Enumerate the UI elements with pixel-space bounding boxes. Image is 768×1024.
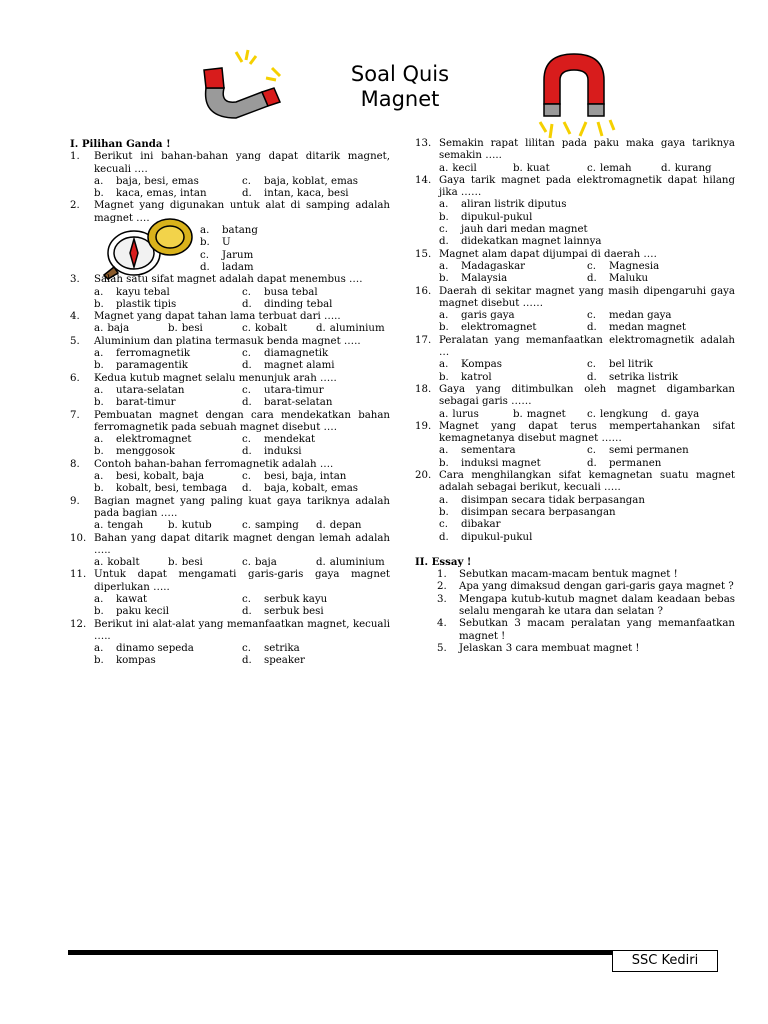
option-d: d. gaya <box>661 408 700 420</box>
question-11: 11. Untuk dapat mengamati garis-garis gaya magnet diperlukan ….. a. kawat c. serbuk kayu b. paku kecil d. serbuk besi <box>70 569 390 618</box>
title-line-2: Magnet <box>360 87 440 111</box>
option-a: a. elektromagnet <box>94 434 192 446</box>
question-10: 10. Bahan yang dapat ditarik magnet dengan lemah adalah ….. a. kobalt b. besi c. baja d. aluminium <box>70 532 390 569</box>
question-1 <box>70 151 390 200</box>
option-b: b. elektromagnet <box>439 322 537 334</box>
section-heading-multiple-choice: I. Pilihan Ganda ! <box>70 138 171 150</box>
option-d: d. magnet alami <box>242 360 335 372</box>
option-a: a. Kompas <box>439 359 502 371</box>
option-c: c. medan gaya <box>587 310 672 322</box>
option-b: b. besi <box>168 323 203 335</box>
option-a: a. baja, besi, emas <box>94 175 199 187</box>
option-b: b. barat-timur <box>94 397 176 409</box>
option-c: c. kobalt <box>242 323 288 335</box>
option-d: d. ladam <box>200 261 254 273</box>
option-b: b. kaca, emas, intan <box>94 188 207 200</box>
option-a: a. batang <box>200 225 258 237</box>
option-a: a. besi, kobalt, baja <box>94 471 205 483</box>
essay-item-5: 5. Jelaskan 3 cara membuat magnet ! <box>437 642 640 654</box>
question-5: 5. Aluminium dan platina termasuk benda magnet ….. a. ferromagnetik c. diamagnetik b. paramagentik d. magnet alami <box>70 336 390 373</box>
option-a: a. kobalt <box>94 557 140 569</box>
option-c: c. mendekat <box>242 434 316 446</box>
option-c: c. Magnesia <box>587 260 660 272</box>
option-a: a. disimpan secara tidak berpasangan <box>439 494 645 506</box>
question-4: 4. Magnet yang dapat tahan lama terbuat dari ….. a. baja b. besi c. kobalt d. aluminium <box>70 311 390 336</box>
option-a: a. baja <box>94 323 130 335</box>
option-a: a. Madagaskar <box>439 260 526 272</box>
option-d: d. kurang <box>661 162 712 174</box>
footer-rule <box>68 950 702 955</box>
option-a: a. dinamo sepeda <box>94 643 194 655</box>
option-a: a. aliran listrik diputus <box>439 199 567 211</box>
question-7: 7. Pembuatan magnet dengan cara mendekatkan bahan ferromagnetik pada sebuah magnet disebut …. a. elektromagnet c. mendekat b. menggosok d. induksi <box>70 409 390 458</box>
question-3: 3. Salah satu sifat magnet adalah dapat menembus …. a. kayu tebal c. busa tebal b. plastik tipis d. dinding tebal <box>70 274 390 311</box>
option-d: d. aluminium <box>316 323 385 335</box>
essay-item-1: 1. Sebutkan macam-macam bentuk magnet ! <box>437 569 678 581</box>
option-c: c. samping <box>242 520 299 532</box>
essay-item-3: 3. Mengapa kutub-kutub magnet dalam keadaan bebas selalu mengarah ke utara dan selatan ? <box>437 593 735 617</box>
question-9: 9. Bagian magnet yang paling kuat gaya tariknya adalah pada bagian ….. a. tengah b. kutub c. samping d. depan <box>70 495 390 532</box>
option-d: d. baja, kobalt, emas <box>242 483 359 495</box>
option-b: b. menggosok <box>94 446 175 458</box>
option-b: b. plastik tipis <box>94 298 177 310</box>
option-c: c. Jarum <box>200 249 254 261</box>
option-b: b. disimpan secara berpasangan <box>439 506 616 518</box>
right-column <box>415 138 735 655</box>
option-c: c. bel litrik <box>587 359 653 371</box>
essay-item-4: 4. Sebutkan 3 macam peralatan yang memanfaatkan magnet ! <box>437 618 735 642</box>
option-a: a. sementara <box>439 445 516 457</box>
option-a: a. kayu tebal <box>94 286 170 298</box>
question-17: 17. Peralatan yang memanfaatkan elektromagnetik adalah … a. Kompas c. bel litrik b. katrol d. setrika listrik <box>415 334 735 383</box>
option-c: c. lengkung <box>587 408 649 420</box>
option-b: b. magnet <box>513 408 566 420</box>
option-b: b. kompas <box>94 655 156 667</box>
option-b: b. kutub <box>168 520 212 532</box>
option-d: d. medan magnet <box>587 322 687 334</box>
option-a: a. ferromagnetik <box>94 348 191 360</box>
option-d: d. induksi <box>242 446 302 458</box>
option-c: c. utara-timur <box>242 384 324 396</box>
horseshoe-magnet-icon <box>196 48 288 124</box>
option-c: c. lemah <box>587 162 632 174</box>
option-d: d. Maluku <box>587 273 649 285</box>
option-d: d. intan, kaca, besi <box>242 188 349 200</box>
option-d: d. speaker <box>242 655 305 667</box>
page-title <box>320 62 480 112</box>
option-b: b. dipukul-pukul <box>439 211 533 223</box>
option-c: c. setrika <box>242 643 300 655</box>
option-d: d. depan <box>316 520 362 532</box>
option-a: a. kawat <box>94 593 148 605</box>
left-column <box>70 138 390 668</box>
option-c: c. busa tebal <box>242 286 318 298</box>
option-a: a. garis gaya <box>439 310 515 322</box>
option-b: b. Malaysia <box>439 273 508 285</box>
option-a: a. tengah <box>94 520 144 532</box>
option-d: d. serbuk besi <box>242 606 324 618</box>
option-c: c. jauh dari medan magnet <box>439 224 588 236</box>
essay-item-2: 2. Apa yang dimaksud dengan gari-garis gaya magnet ? <box>437 581 734 593</box>
question-6: 6. Kedua kutub magnet selalu menunjuk arah ….. a. utara-selatan c. utara-timur b. barat-timur d. barat-selatan <box>70 373 390 410</box>
question-15: 15. Magnet alam dapat dijumpai di daerah …. a. Madagaskar c. Magnesia b. Malaysia d. Maluku <box>415 249 735 286</box>
option-d: d. permanen <box>587 457 662 469</box>
option-b: b. katrol <box>439 371 492 383</box>
option-b: b. kobalt, besi, tembaga <box>94 483 228 495</box>
question-12: 12. Berikut ini alat-alat yang memanfaatkan magnet, kecuali ….. a. dinamo sepeda c. setrika b. kompas d. speaker <box>70 618 390 667</box>
option-c: c. diamagnetik <box>242 348 329 360</box>
option-d: d. dinding tebal <box>242 298 333 310</box>
option-c: c. baja, koblat, emas <box>242 175 359 187</box>
question-8: 8. Contoh bahan-bahan ferromagnetik adalah …. a. besi, kobalt, baja c. besi, baja, intan b. kobalt, besi, tembaga d. baja, kobalt, emas <box>70 459 390 496</box>
option-b: b. U <box>200 237 231 249</box>
question-20: 20. Cara menghilangkan sifat kemagnetan suatu magnet adalah sebagai berikut, kecuali ….. a. disimpan secara tidak berpasangan b. disimpan secara berpasangan c. dibakar d. dipukul-pukul <box>415 470 735 543</box>
title-line-1: Soal Quis <box>350 62 450 86</box>
question-2 <box>70 200 390 274</box>
option-c: c. besi, baja, intan <box>242 471 347 483</box>
option-d: d. setrika listrik <box>587 371 679 383</box>
option-a: a. kecil <box>439 162 477 174</box>
question-13: 13. Semakin rapat lilitan pada paku maka gaya tariknya semakin ….. a. kecil b. kuat c. lemah d. kurang <box>415 138 735 174</box>
question-16: 16. Daerah di sekitar magnet yang masih dipengaruhi gaya magnet disebut …… a. garis gaya c. medan gaya b. elektromagnet d. medan magnet <box>415 285 735 334</box>
question-text: Berikut ini bahan-bahan yang dapat ditarik magnet, kecuali …. <box>94 151 390 175</box>
option-c: c. dibakar <box>439 519 501 531</box>
horseshoe-magnet-red-icon <box>536 48 616 144</box>
question-18: 18. Gaya yang ditimbulkan oleh magnet digambarkan sebagai garis …… a. lurus b. magnet c. lengkung d. gaya <box>415 383 735 420</box>
option-b: b. paku kecil <box>94 606 169 618</box>
option-c: c. baja <box>242 557 277 569</box>
question-number: 1. <box>70 151 80 163</box>
option-b: b. paramagentik <box>94 360 188 372</box>
option-b: b. kuat <box>513 162 550 174</box>
option-d: d. didekatkan magnet lainnya <box>439 236 602 248</box>
question-text: Magnet yang digunakan untuk alat di samping adalah magnet …. <box>94 200 390 224</box>
option-a: a. lurus <box>439 408 479 420</box>
footer-label: SSC Kediri <box>612 950 718 972</box>
option-c: c. serbuk kayu <box>242 593 328 605</box>
option-a: a. utara-selatan <box>94 384 185 396</box>
option-b: b. besi <box>168 557 203 569</box>
question-number: 2. <box>70 200 80 212</box>
question-19: 19. Magnet yang dapat terus mempertahankan sifat kemagnetanya disebut magnet …… a. sementara c. semi permanen b. induksi magnet d. permanen <box>415 420 735 469</box>
option-d: d. aluminium <box>316 557 385 569</box>
option-d: d. barat-selatan <box>242 397 333 409</box>
question-14: 14. Gaya tarik magnet pada elektromagnetik dapat hilang jika …… a. aliran listrik diputus b. dipukul-pukul c. jauh dari medan magnet d. didekatkan magnet lainnya <box>415 174 735 248</box>
option-d: d. dipukul-pukul <box>439 531 533 543</box>
option-b: b. induksi magnet <box>439 457 541 469</box>
option-c: c. semi permanen <box>587 445 689 457</box>
essay-section <box>415 556 735 655</box>
section-heading-essay: II. Essay ! <box>415 555 472 568</box>
